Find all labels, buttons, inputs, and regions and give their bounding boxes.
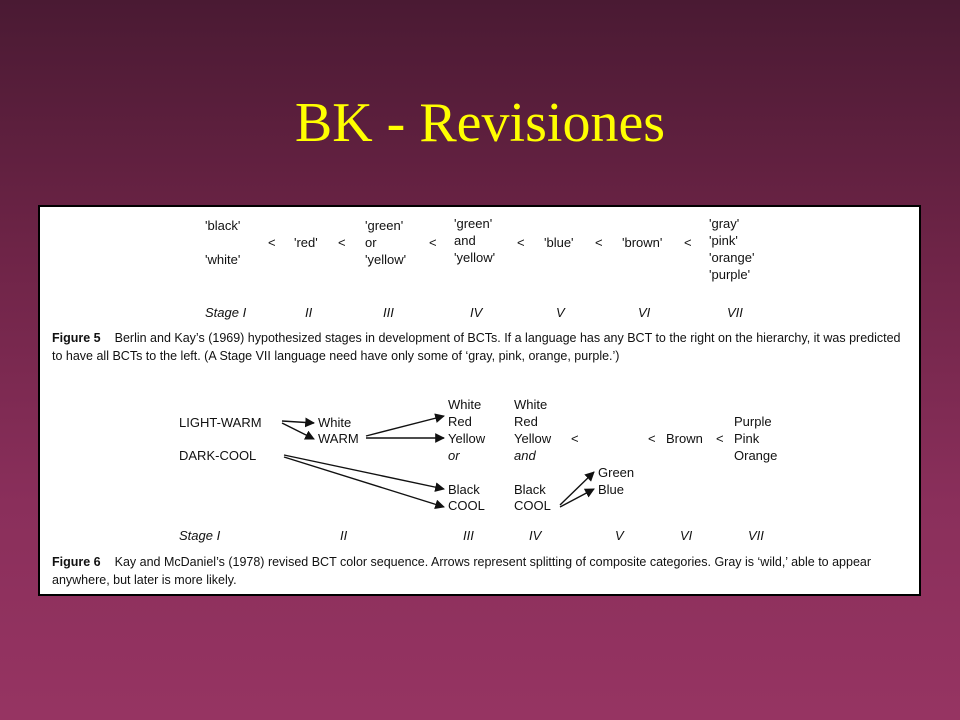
fig6-light-warm: LIGHT-WARM: [179, 415, 262, 430]
fig6-green: Green: [598, 465, 635, 480]
slide-title: BK - Revisiones: [294, 92, 666, 154]
fig6-stage-7: VII: [748, 528, 764, 543]
arrow-warm-red: [366, 416, 444, 436]
fig6-cool-1: COOL: [448, 498, 485, 513]
fig6-warm: WARM: [318, 431, 359, 446]
fig6-purple: Purple: [734, 414, 772, 429]
fig5-pink: 'pink': [709, 233, 738, 248]
fig5-green-or-3: 'yellow': [365, 252, 407, 267]
figure6-diagram: [179, 397, 777, 543]
fig5-stage-3: III: [383, 305, 394, 320]
fig6-orange: Orange: [734, 448, 778, 463]
fig5-green-and-1: 'green': [454, 216, 493, 231]
fig5-blue: 'blue': [544, 235, 574, 250]
fig5-lt-1: <: [268, 235, 276, 250]
arrow-darkcool-black: [284, 455, 444, 489]
fig5-green-and-3: 'yellow': [454, 250, 496, 265]
fig6-or: or: [448, 448, 460, 463]
fig5-lt-2: <: [338, 235, 346, 250]
fig5-red: 'red': [294, 235, 318, 250]
fig6-white-3: White: [514, 397, 548, 412]
fig5-purple: 'purple': [709, 267, 751, 282]
fig6-black-2: Black: [514, 482, 546, 497]
fig6-yellow-2: Yellow: [514, 431, 552, 446]
figure6-caption-label: Figure 6: [52, 555, 101, 569]
figure5-hierarchy: [205, 216, 754, 320]
fig5-stage-6: VI: [638, 305, 651, 320]
arrow-cool-blue: [560, 489, 594, 507]
fig6-red-1: Red: [448, 414, 472, 429]
fig5-gray: 'gray': [709, 216, 740, 231]
fig6-lt-1: <: [571, 431, 579, 446]
fig5-white: 'white': [205, 252, 241, 267]
arrow-lightwarm-warm: [282, 423, 314, 439]
fig6-pink: Pink: [734, 431, 760, 446]
fig6-stage-2: II: [340, 528, 348, 543]
figure-panel: [38, 205, 921, 596]
fig6-lt-2: <: [648, 431, 656, 446]
arrow-darkcool-cool: [284, 457, 444, 507]
fig6-stage-4: IV: [529, 528, 542, 543]
fig6-dark-cool: DARK-COOL: [179, 448, 257, 463]
fig5-brown: 'brown': [622, 235, 663, 250]
fig5-green-and-2: and: [454, 233, 476, 248]
fig6-brown: Brown: [666, 431, 703, 446]
fig5-lt-6: <: [684, 235, 692, 250]
figure6-caption: [52, 553, 912, 589]
fig6-stage-5: V: [615, 528, 624, 543]
fig6-stage-1: Stage I: [179, 528, 221, 543]
arrow-lightwarm-white: [282, 421, 314, 423]
fig5-lt-4: <: [517, 235, 525, 250]
fig5-lt-3: <: [429, 235, 437, 250]
figure5-caption: [52, 329, 912, 365]
figure5-caption-label: Figure 5: [52, 331, 101, 345]
fig5-black: 'black': [205, 218, 241, 233]
fig5-stage-5: V: [556, 305, 565, 320]
fig6-black-1: Black: [448, 482, 480, 497]
arrow-cool-green: [560, 472, 594, 505]
fig5-orange: 'orange': [709, 250, 755, 265]
fig6-white-1: White: [318, 415, 352, 430]
fig5-stage-7: VII: [727, 305, 743, 320]
fig6-yellow-1: Yellow: [448, 431, 486, 446]
fig6-stage-3: III: [463, 528, 474, 543]
fig5-stage-2: II: [305, 305, 313, 320]
fig6-white-2: White: [448, 397, 482, 412]
fig5-stage-1: Stage I: [205, 305, 247, 320]
fig6-red-2: Red: [514, 414, 538, 429]
fig5-green-or-1: 'green': [365, 218, 404, 233]
fig6-cool-2: COOL: [514, 498, 551, 513]
figure5-caption-text: Berlin and Kay’s (1969) hypothesized stages in development of BCTs. If a language has any BCT to the right on the hierarchy, it was predicted to have all BCTs to the left. (A Stage VII language need have only some of ‘gray, pink, orange, purple.’): [52, 331, 901, 363]
fig5-stage-4: IV: [470, 305, 483, 320]
figure-diagram: [40, 207, 921, 596]
fig5-lt-5: <: [595, 235, 603, 250]
fig6-blue: Blue: [598, 482, 625, 497]
figure6-caption-text: Kay and McDaniel’s (1978) revised BCT color sequence. Arrows represent splitting of composite categories. Gray is ‘wild,’ able to appear anywhere, but later is more likely.: [52, 555, 872, 587]
fig6-stage-6: VI: [680, 528, 693, 543]
fig6-lt-3: <: [716, 431, 724, 446]
fig5-green-or-2: or: [365, 235, 377, 250]
fig6-and: and: [514, 448, 536, 463]
